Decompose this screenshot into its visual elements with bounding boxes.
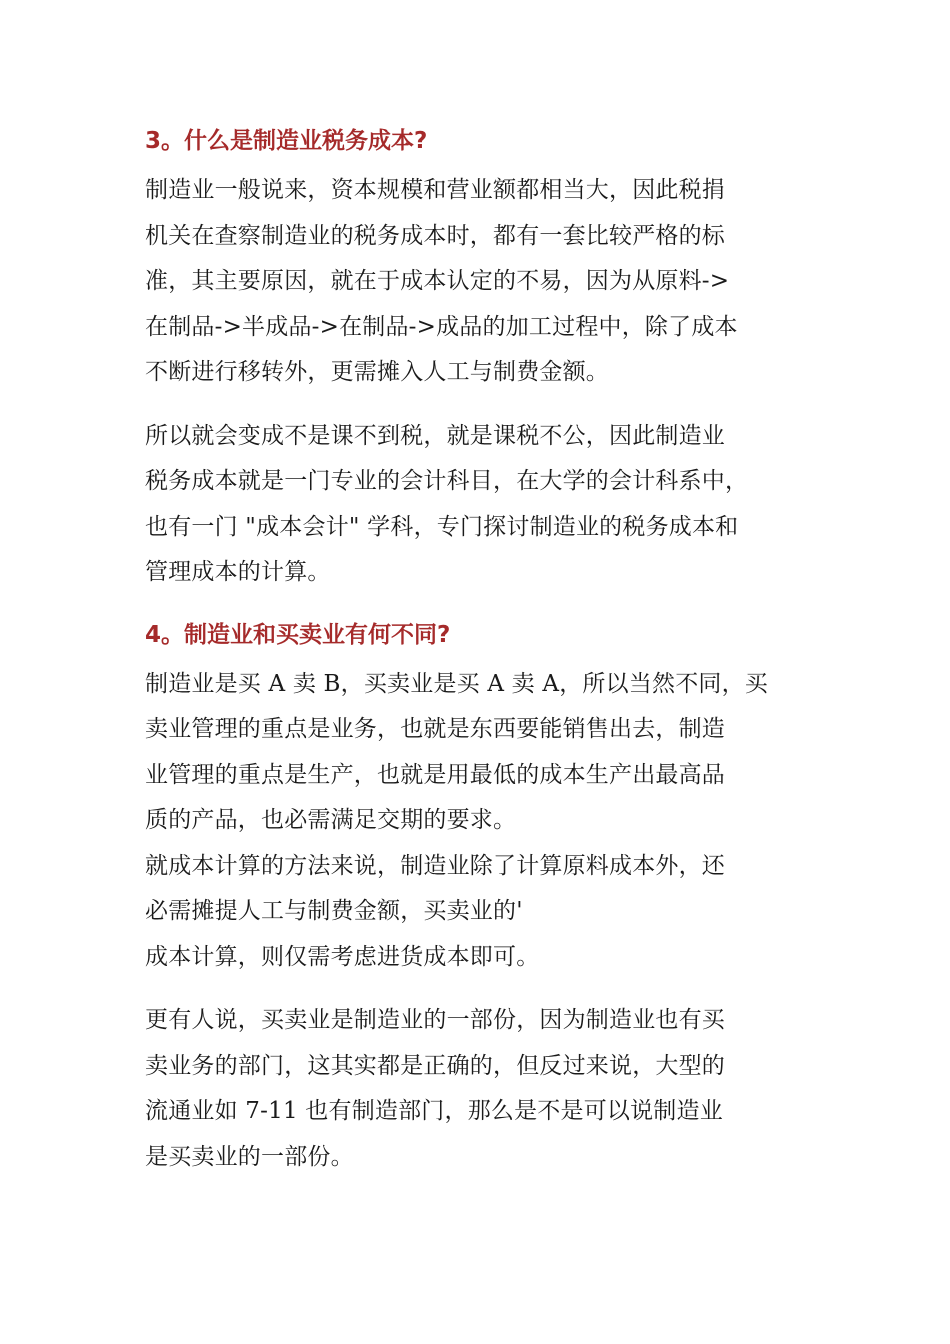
document-page [145, 118, 825, 1180]
section-3-paragraph-2 [145, 414, 825, 596]
paragraph-line: 也有一门 "成本会计" 学科，专门探讨制造业的税务成本和 [145, 513, 739, 540]
section-4-heading: 4。制造业和买卖业有何不同? [145, 621, 451, 648]
paragraph-line: 质的产品，也必需满足交期的要求。 [145, 807, 517, 833]
paragraph-line: 制造业是买 A 卖 B，买卖业是买 A 卖 A，所以当然不同，买 [145, 670, 768, 697]
paragraph-line: 就成本计算的方法来说，制造业除了计算原料成本外，还 [145, 852, 725, 879]
paragraph-line: 是买卖业的一部份。 [145, 1143, 354, 1170]
paragraph-line: 卖业管理的重点是业务，也就是东西要能销售出去，制造 [145, 716, 725, 742]
paragraph-line: 准，其主要原因，就在于成本认定的不易，因为从原料-> [145, 268, 730, 294]
paragraph-line: 制造业一般说来，资本规模和营业额都相当大，因此税捐 [145, 177, 725, 203]
section-4-paragraph-2 [145, 998, 825, 1180]
paragraph-line: 业管理的重点是生产，也就是用最低的成本生产出最高品 [145, 761, 725, 788]
paragraph-line: 必需摊提人工与制费金额，买卖业的' [145, 898, 523, 924]
paragraph-line: 在制品->半成品->在制品->成品的加工过程中，除了成本 [145, 313, 738, 340]
paragraph-line: 成本计算，则仅需考虑进货成本即可。 [145, 943, 540, 970]
paragraph-line: 不断进行移转外，更需摊入人工与制费金额。 [145, 359, 609, 385]
paragraph-line: 机关在查察制造业的税务成本时，都有一套比较严格的标 [145, 222, 725, 249]
paragraph-line: 更有人说，买卖业是制造业的一部份，因为制造业也有买 [145, 1007, 725, 1033]
paragraph-line: 卖业务的部门，这其实都是正确的，但反过来说，大型的 [145, 1052, 725, 1079]
section-3-paragraph-1 [145, 168, 825, 396]
paragraph-line: 流通业如 7-11 也有制造部门，那么是不是可以说制造业 [145, 1098, 723, 1124]
paragraph-line: 税务成本就是一门专业的会计科目，在大学的会计科系中， [145, 468, 749, 494]
paragraph-line: 所以就会变成不是课不到税，就是课税不公，因此制造业 [145, 422, 725, 449]
section-3-heading: 3。什么是制造业税务成本? [145, 128, 428, 154]
paragraph-line: 管理成本的计算。 [145, 559, 331, 585]
section-4-paragraph-1 [145, 662, 825, 981]
